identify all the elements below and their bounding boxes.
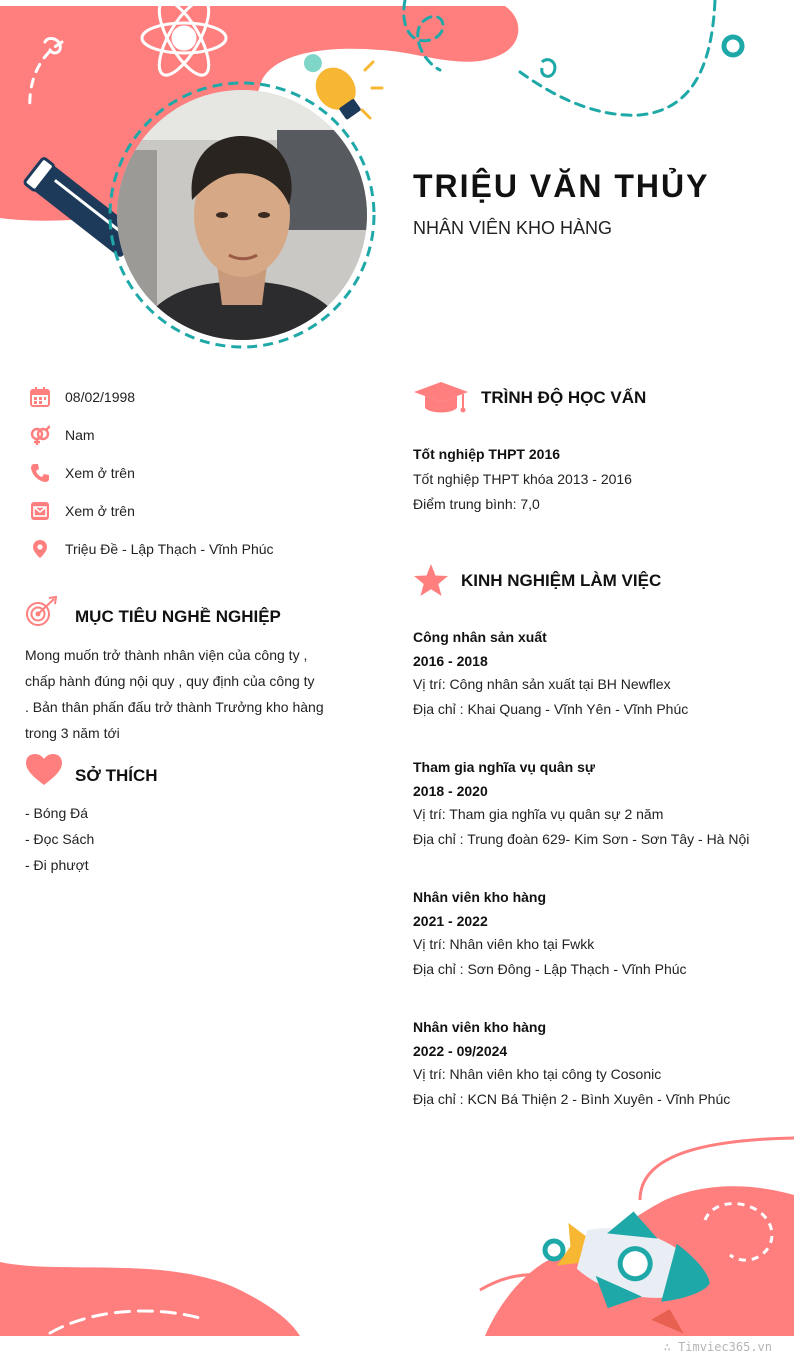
contact-value: 08/02/1998 [65, 389, 136, 405]
experience-address: Địa chỉ : Trung đoàn 629- Kim Sơn - Sơn Tây - Hà Nội [413, 831, 750, 847]
hobbies-title: SỞ THÍCH [75, 766, 158, 785]
experience-period: 2022 - 09/2024 [413, 1043, 508, 1059]
experience-title: KINH NGHIỆM LÀM VIỆC [461, 571, 662, 590]
experience-address: Địa chỉ : Sơn Đông - Lập Thạch - Vĩnh Phúc [413, 961, 687, 977]
candidate-name: TRIỆU VĂN THỦY [413, 168, 710, 204]
experience-company: Tham gia nghĩa vụ quân sự [413, 759, 596, 775]
experience-entry [413, 755, 783, 852]
hobby-item: - Bóng Đá [25, 805, 89, 821]
objective-line: trong 3 năm tới [25, 725, 120, 741]
avatar [117, 90, 367, 340]
experience-period: 2021 - 2022 [413, 913, 488, 929]
contact-gender [30, 425, 95, 445]
target-icon [25, 596, 57, 628]
graduation-cap-icon [413, 381, 469, 415]
ring-icon [724, 37, 742, 55]
experience-position: Vị trí: Công nhân sản xuất tại BH Newflex [413, 676, 671, 692]
experience-company: Nhân viên kho hàng [413, 1019, 547, 1035]
objective-line: . Bản thân phấn đấu trở thành Trưởng kho hàng [25, 699, 324, 715]
contact-birthdate [30, 387, 135, 407]
hobby-item: - Đi phượt [25, 857, 89, 873]
gender-icon [30, 425, 50, 445]
objective-title: MỤC TIÊU NGHỀ NGHIỆP [75, 607, 281, 626]
hobby-item: - Đọc Sách [25, 831, 95, 847]
calendar-icon [30, 387, 50, 407]
experience-position: Vị trí: Tham gia nghĩa vụ quân sự 2 năm [413, 806, 664, 822]
education-entry [413, 442, 783, 517]
objective-line: Mong muốn trở thành nhân viện của công ty , [25, 647, 308, 663]
email-icon [30, 501, 50, 521]
bottom-left-blob [0, 1262, 300, 1336]
experience-position: Vị trí: Nhân viên kho tại công ty Cosonic [413, 1066, 662, 1082]
contact-address [30, 539, 274, 559]
job-title: NHÂN VIÊN KHO HÀNG [413, 218, 613, 238]
contact-phone [30, 463, 135, 483]
objective-text [25, 642, 325, 746]
objective-line: chấp hành đúng nội quy , quy định của công ty [25, 673, 315, 689]
contact-email [30, 501, 135, 521]
experience-address: Địa chỉ : Khai Quang - Vĩnh Yên - Vĩnh Phúc [413, 701, 689, 717]
contact-value: Xem ở trên [65, 503, 135, 519]
location-pin-icon [30, 539, 50, 559]
experience-period: 2018 - 2020 [413, 783, 488, 799]
experience-position: Vị trí: Nhân viên kho tại Fwkk [413, 936, 595, 952]
experience-company: Nhân viên kho hàng [413, 889, 547, 905]
contact-value: Triệu Đề - Lập Thạch - Vĩnh Phúc [65, 541, 274, 557]
experience-company: Công nhân sản xuất [413, 629, 547, 645]
education-heading: Tốt nghiệp THPT 2016 [413, 446, 561, 462]
experience-entry [413, 1015, 783, 1112]
experience-entry [413, 625, 783, 722]
star-icon [413, 563, 449, 597]
education-line: Tốt nghiệp THPT khóa 2013 - 2016 [413, 471, 632, 487]
contact-value: Nam [65, 427, 95, 443]
heart-icon [25, 753, 63, 787]
profile-photo [117, 90, 367, 340]
education-title: TRÌNH ĐỘ HỌC VẤN [481, 388, 647, 407]
contact-value: Xem ở trên [65, 465, 135, 481]
experience-address: Địa chỉ : KCN Bá Thiện 2 - Bình Xuyên - Vĩnh Phúc [413, 1091, 731, 1107]
watermark: ∴ Timviec365.vn [663, 1340, 772, 1354]
education-line: Điểm trung bình: 7,0 [413, 496, 540, 512]
experience-period: 2016 - 2018 [413, 653, 488, 669]
phone-icon [30, 463, 50, 483]
experience-entry [413, 885, 783, 982]
